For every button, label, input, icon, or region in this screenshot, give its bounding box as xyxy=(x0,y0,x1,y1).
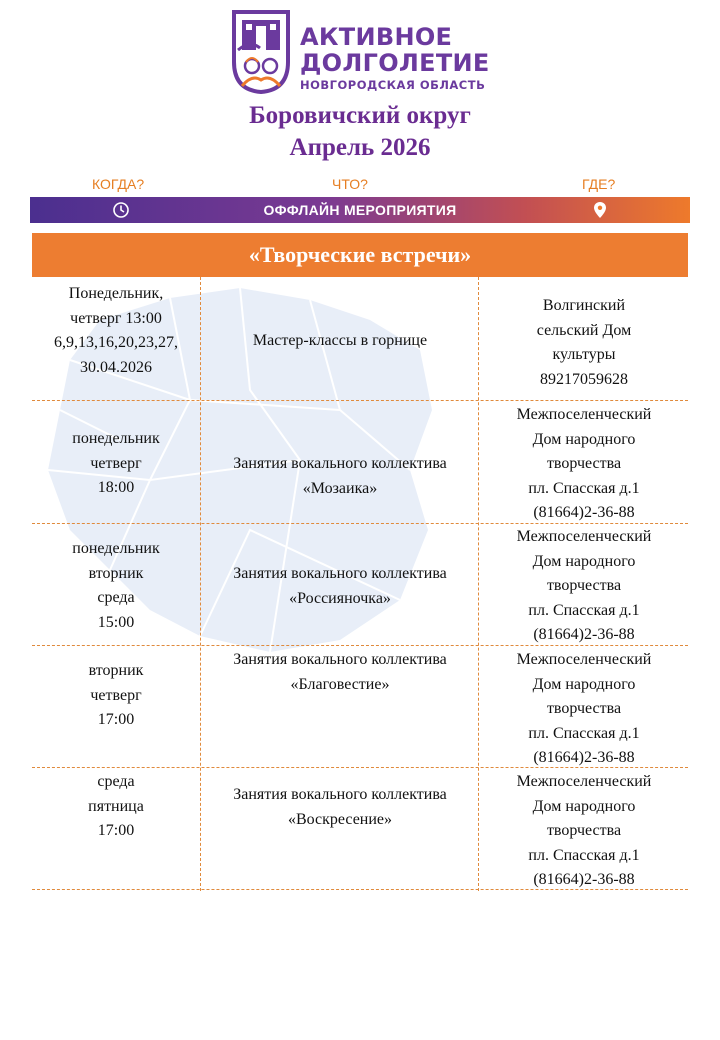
where-line: Дом народного xyxy=(532,675,636,693)
where-line: пл. Спасская д.1 xyxy=(528,601,640,619)
event-what xyxy=(202,452,478,501)
logo-line-3: НОВГОРОДСКАЯ ОБЛАСТЬ xyxy=(300,78,486,92)
where-line: пл. Спасская д.1 xyxy=(528,724,640,742)
column-divider xyxy=(200,277,201,891)
what-line: «Воскресение» xyxy=(287,810,393,828)
where-line: Дом народного xyxy=(532,430,636,448)
event-where xyxy=(480,770,688,893)
column-header-what: ЧТО? xyxy=(332,176,368,192)
where-line: Межпоселенческий xyxy=(516,528,652,545)
where-line: культуры xyxy=(552,346,616,363)
where-line: Дом народного xyxy=(532,552,636,570)
where-line: творчества xyxy=(546,822,622,839)
when-line: 18:00 xyxy=(97,479,135,496)
event-what xyxy=(202,562,478,611)
where-line: творчества xyxy=(546,700,622,717)
where-line: творчества xyxy=(546,455,622,472)
where-line: (81664)2-36-88 xyxy=(533,626,635,643)
when-line: пятница xyxy=(88,797,144,815)
what-line: «Мозаика» xyxy=(302,479,378,497)
where-line: Дом народного xyxy=(532,797,636,815)
where-line: творчества xyxy=(546,577,622,594)
what-line: «Благовестие» xyxy=(290,675,390,693)
event-when xyxy=(32,282,200,380)
when-line: 15:00 xyxy=(97,613,135,631)
when-line: среда xyxy=(97,589,135,606)
when-line: 17:00 xyxy=(97,711,135,728)
section-title: «Творческие встречи» xyxy=(32,233,688,277)
logo-wordmark xyxy=(300,24,490,92)
location-pin-icon xyxy=(593,201,607,219)
where-line: пл. Спасская д.1 xyxy=(528,479,640,497)
column-divider xyxy=(478,277,479,891)
row-divider xyxy=(32,400,688,401)
event-what xyxy=(202,329,478,354)
when-line: 30.04.2026 xyxy=(80,358,152,376)
what-line: Занятия вокального коллектива xyxy=(233,651,447,668)
when-line: среда xyxy=(97,773,135,790)
event-when xyxy=(32,770,200,844)
when-line: вторник xyxy=(88,564,144,582)
event-where xyxy=(480,294,688,392)
when-line: вторник xyxy=(88,662,144,679)
what-line: «Россияночка» xyxy=(289,589,391,607)
column-headers xyxy=(30,176,690,196)
where-line: (81664)2-36-88 xyxy=(533,504,635,521)
what-line: Мастер-классы в горнице xyxy=(252,332,428,349)
what-line: Занятия вокального коллектива xyxy=(233,455,447,472)
event-what xyxy=(202,783,478,832)
offline-events-band xyxy=(30,197,690,223)
event-where xyxy=(480,525,688,648)
when-line: понедельник xyxy=(72,430,160,447)
when-line: четверг xyxy=(90,686,142,704)
when-line: 6,9,13,16,20,23,27, xyxy=(54,334,178,351)
when-line: четверг 13:00 xyxy=(70,309,162,327)
column-header-where: ГДЕ? xyxy=(582,176,616,192)
where-line: Межпоселенческий xyxy=(516,406,652,423)
when-line: Понедельник, xyxy=(68,285,164,302)
where-line: Межпоселенческий xyxy=(516,773,652,790)
when-line: 17:00 xyxy=(97,822,135,839)
when-line: четверг xyxy=(90,454,142,472)
column-header-when: КОГДА? xyxy=(92,176,145,192)
brand-logo xyxy=(230,10,500,96)
event-where xyxy=(480,648,688,771)
district-title: Боровичский округ xyxy=(249,102,471,129)
what-line: Занятия вокального коллектива xyxy=(233,565,447,582)
where-line: (81664)2-36-88 xyxy=(533,749,635,766)
event-where xyxy=(480,403,688,526)
event-when xyxy=(32,659,200,733)
when-line: понедельник xyxy=(72,540,160,557)
where-line: (81664)2-36-88 xyxy=(533,871,635,888)
what-line: Занятия вокального коллектива xyxy=(233,786,447,803)
where-line: пл. Спасская д.1 xyxy=(528,846,640,864)
logo-line-1: АКТИВНОЕ xyxy=(300,23,453,51)
band-label: ОФФЛАЙН МЕРОПРИЯТИЯ xyxy=(263,202,457,218)
event-when xyxy=(32,537,200,635)
logo-emblem-icon xyxy=(230,10,292,94)
where-line: 89217059628 xyxy=(540,370,628,388)
logo-line-2: ДОЛГОЛЕТИЕ xyxy=(300,49,490,77)
where-line: Межпоселенческий xyxy=(516,651,652,668)
where-line: сельский Дом xyxy=(536,321,632,339)
event-what xyxy=(202,648,478,697)
where-line: Волгинский xyxy=(542,297,626,314)
event-when xyxy=(32,427,200,501)
month-title: Апрель 2026 xyxy=(289,134,431,161)
